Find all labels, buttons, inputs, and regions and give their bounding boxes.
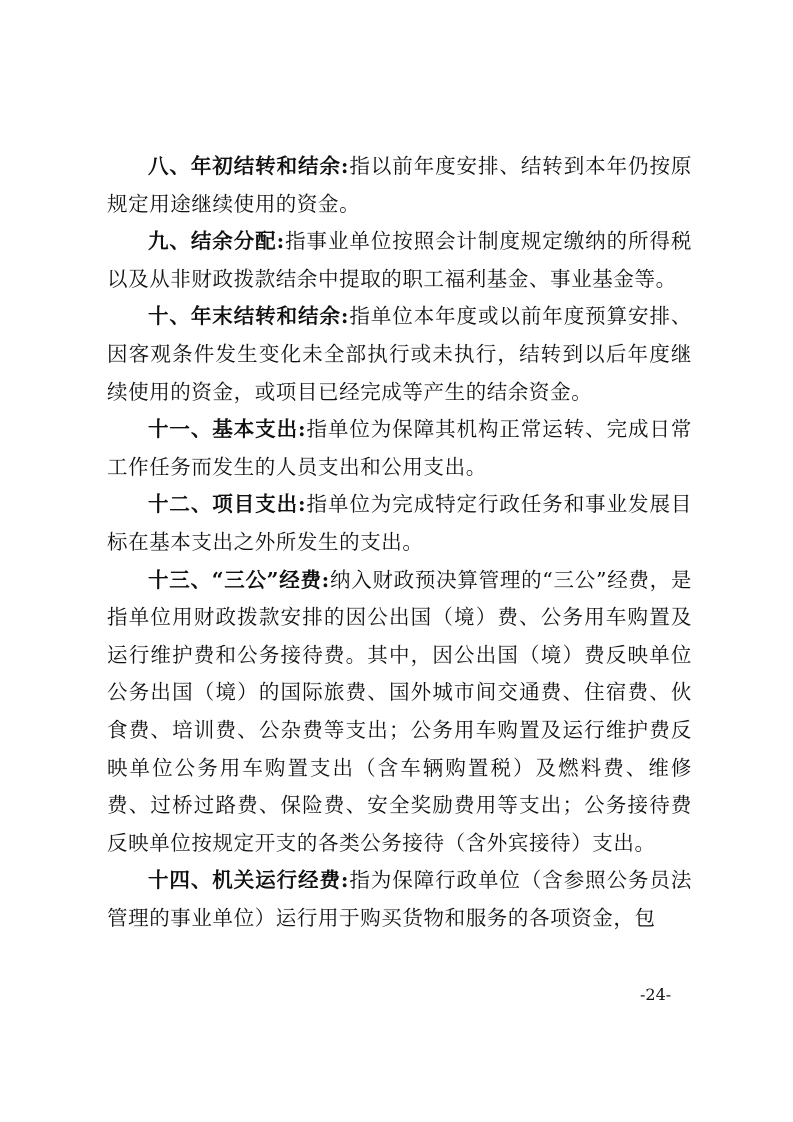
definition-text: 指单位为完成特定行政任务和事业发展目标在基本支出之外所发生的支出。 [107, 492, 692, 554]
definition-term: 八、年初结转和结余: [148, 154, 350, 178]
definition-text: 指单位本年度或以前年度预算安排、因客观条件发生变化未全部执行或未执行，结转到以后年度继续使用的资金，或项目已经完成等产生的结余资金。 [107, 304, 692, 404]
definition-text: 指事业单位按照会计制度规定缴纳的所得税以及从非财政拨款结余中提取的职工福利基金、事业基金等。 [107, 229, 692, 291]
definition-paragraph-8 [107, 148, 692, 223]
definition-paragraph-10 [107, 298, 692, 411]
document-body [107, 148, 692, 937]
definition-paragraph-9 [107, 223, 692, 298]
definition-paragraph-11 [107, 411, 692, 486]
definition-term: 十二、项目支出: [148, 492, 307, 517]
definition-term: 十一、基本支出: [148, 417, 307, 442]
definition-text: 纳入财政预决算管理的“三公”经费，是指单位用财政拨款安排的因公出国（境）费、公务用车购置及运行维护费和公务接待费。其中，因公出国（境）费反映单位公务出国（境）的国际旅费、国外城市间交通费、住宿费、伙食费、培训费、公杂费等支出；公务用车购置及运行维护费反映单位公务用车购置支出（含车辆购置税）及燃料费、维修费、过桥过路费、保险费、安全奖励费用等支出；公务接待费反映单位按规定开支的各类公务接待（含外宾接待）支出。 [107, 567, 692, 855]
definition-paragraph-12 [107, 486, 692, 561]
page-number: -24- [640, 985, 672, 1004]
definition-text: 指以前年度安排、结转到本年仍按原规定用途继续使用的资金。 [107, 154, 692, 216]
definition-paragraph-13 [107, 562, 692, 863]
definition-term: 十四、机关运行经费: [148, 868, 350, 893]
definition-term: 十、年末结转和结余: [148, 304, 350, 329]
definition-term: 九、结余分配: [148, 229, 285, 254]
definition-term: 十三、“三公”经费: [148, 567, 330, 592]
definition-paragraph-14 [107, 862, 692, 937]
definition-text: 指为保障行政单位（含参照公务员法管理的事业单位）运行用于购买货物和服务的各项资金，包 [107, 868, 692, 930]
definition-text: 指单位为保障其机构正常运转、完成日常工作任务而发生的人员支出和公用支出。 [107, 417, 692, 479]
